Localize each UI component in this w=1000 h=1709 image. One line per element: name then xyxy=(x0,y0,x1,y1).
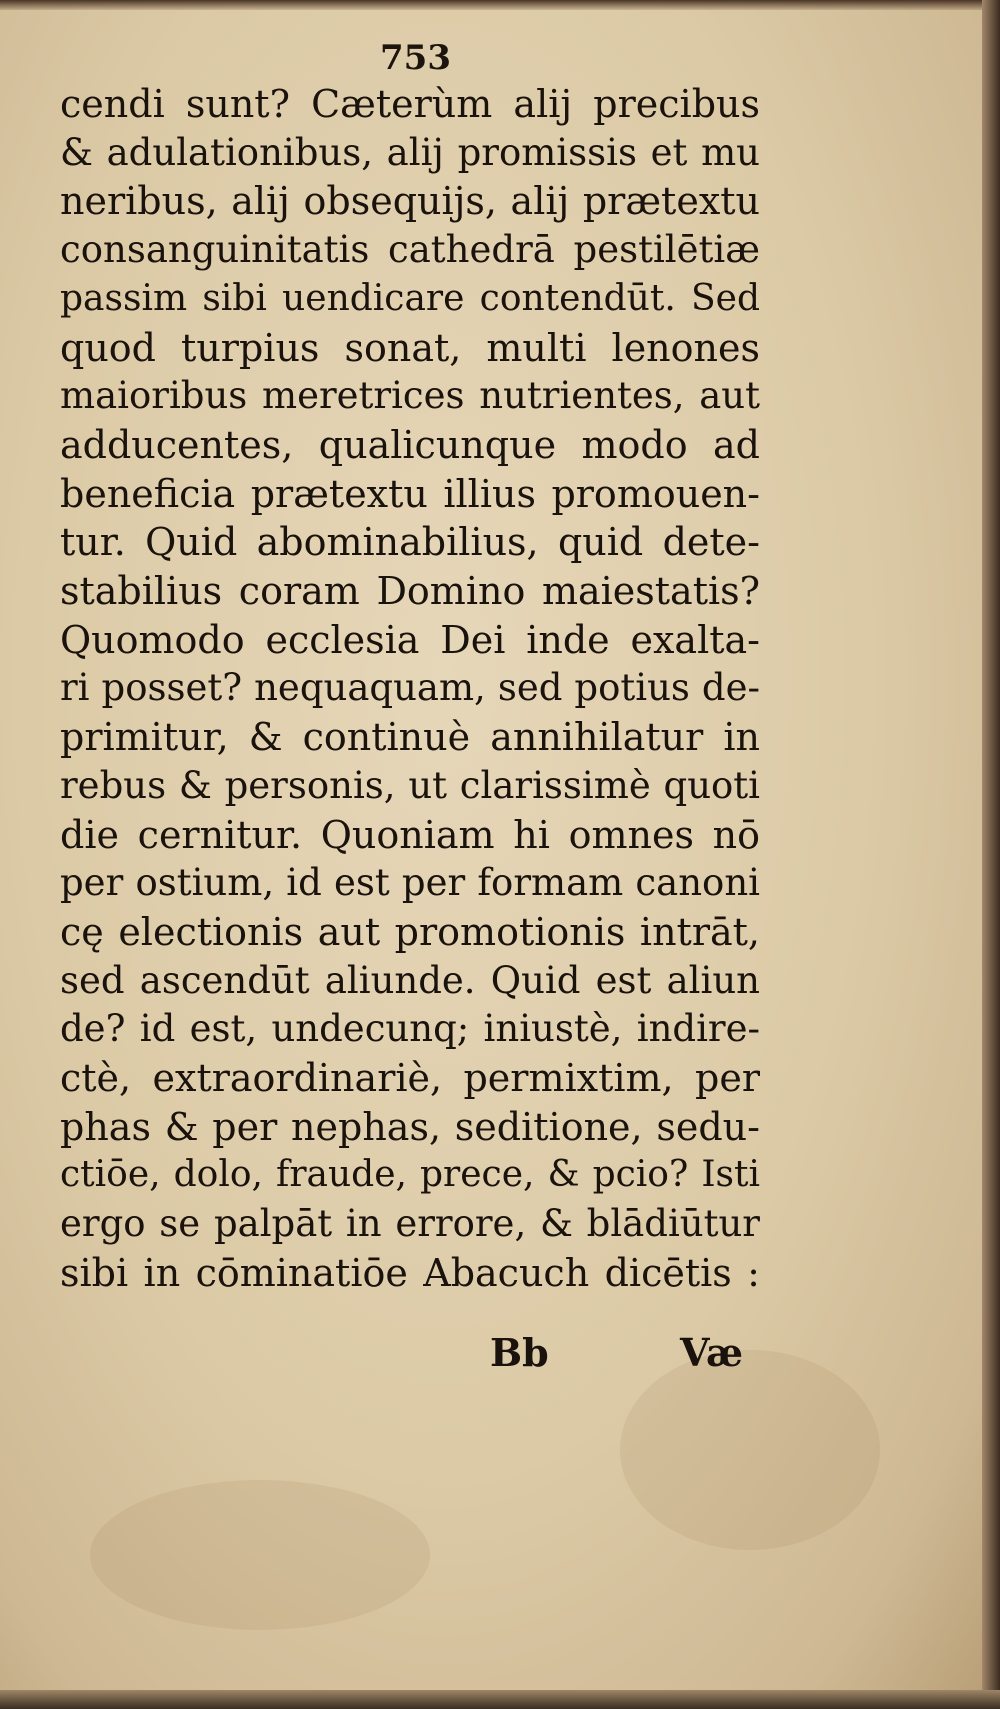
text-line: cę electionis aut promotionis intrāt, xyxy=(60,909,760,954)
signature-mark: Bb xyxy=(490,1330,549,1375)
text-line: cendi sunt? Cæterùm alij precibus xyxy=(60,82,760,126)
text-line: ctiōe, dolo, fraude, prece, & pcio? Isti xyxy=(60,1154,760,1196)
text-line: ctè, extraordinariè, permixtim, per xyxy=(60,1056,760,1101)
text-line: phas & per nephas, seditione, sedu- xyxy=(60,1104,760,1149)
text-line: adducentes, qualicunque modo ad xyxy=(60,422,760,467)
text-line: stabilius coram Domino maiestatis? xyxy=(60,569,760,614)
paper-stain xyxy=(620,1350,880,1550)
text-line: ri posset? nequaquam, sed potius de- xyxy=(60,666,760,710)
text-line: rebus & personis, ut clarissimè quoti xyxy=(60,763,760,807)
text-line: maioribus meretrices nutrientes, aut xyxy=(60,374,760,418)
text-line: primitur, & continuè annihilatur in xyxy=(60,715,760,760)
page-bottom-edge xyxy=(0,1690,1000,1709)
text-line: consanguinitatis cathedrā pestilētiæ xyxy=(60,228,760,272)
page-footer xyxy=(490,1330,750,1380)
text-line: passim sibi uendicare contendūt. Sed xyxy=(60,277,760,319)
text-line: & adulationibus, alij promissis et mu xyxy=(60,130,760,174)
catchword: Væ xyxy=(680,1330,744,1375)
text-line: sed ascendūt aliunde. Quid est aliun xyxy=(60,958,760,1002)
text-line: quod turpius sonat, multi lenones xyxy=(60,325,760,370)
text-block xyxy=(60,80,760,1298)
page-right-edge xyxy=(982,0,1000,1709)
text-line: ergo se palpāt in errore, & blādiūtur xyxy=(60,1202,760,1246)
paper-stain xyxy=(90,1480,430,1630)
text-line: die cernitur. Quoniam hi omnes nō xyxy=(60,812,760,857)
text-line: tur. Quid abominabilius, quid dete- xyxy=(60,520,760,565)
text-line: per ostium, id est per formam canoni xyxy=(60,861,760,905)
page-number: 753 xyxy=(380,38,451,78)
page-top-edge xyxy=(0,0,1000,10)
text-line: Quomodo ecclesia Dei inde exalta- xyxy=(60,617,760,662)
text-line: de? id est, undecunq; iniustè, indire- xyxy=(60,1007,760,1051)
text-line: neribus, alij obsequijs, alij prætextu xyxy=(60,179,760,224)
text-line: sibi in cōminatiōe Abacuch dicētis : xyxy=(60,1250,760,1295)
text-line: beneficia prætextu illius promouen- xyxy=(60,471,760,516)
